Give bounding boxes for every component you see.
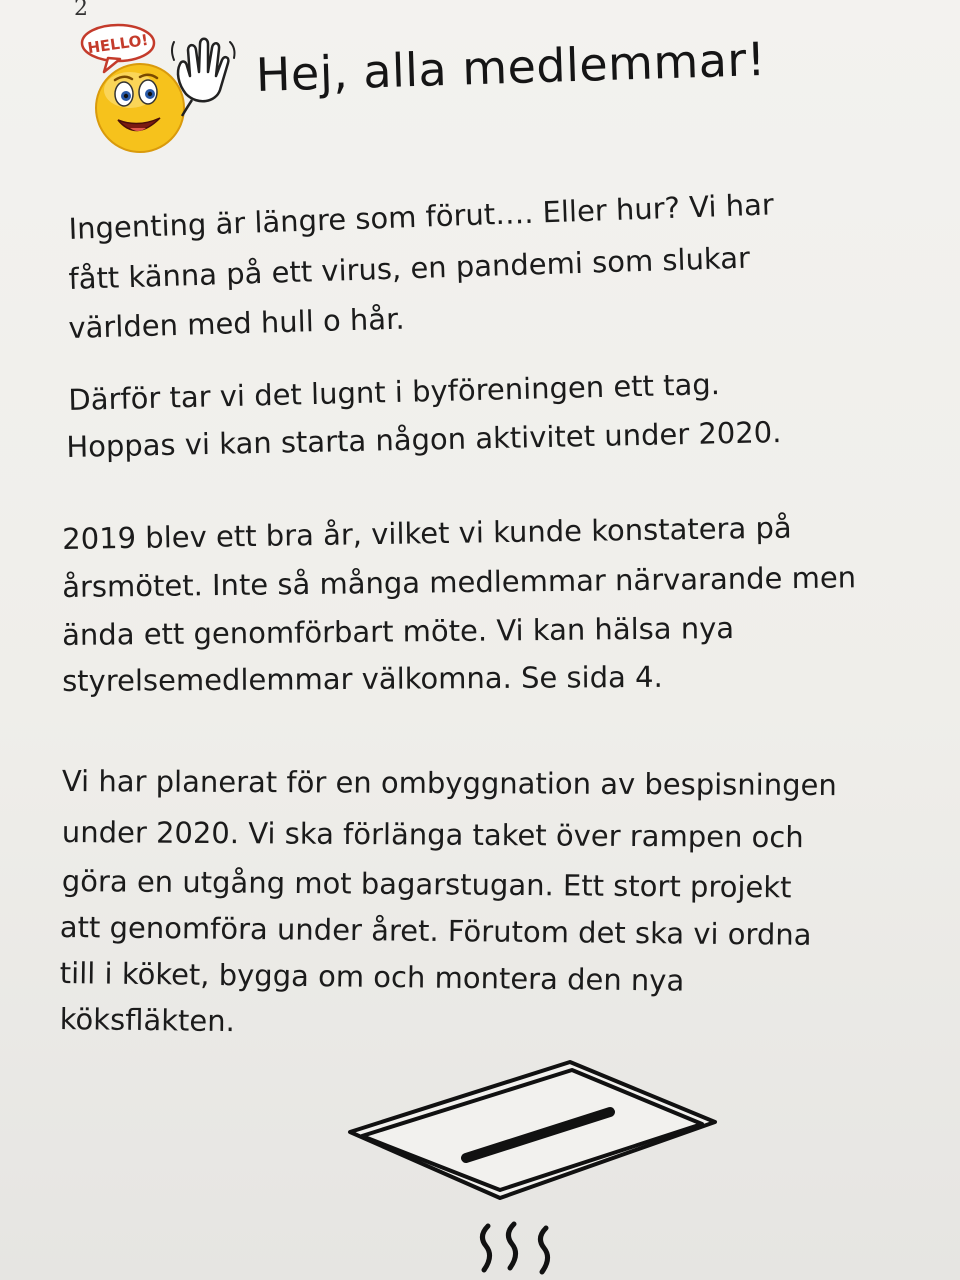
paragraph-1-line-2: fått känna på ett virus, en pandemi som slukar [68, 240, 751, 296]
paragraph-3-line-3: ända ett genomförbart möte. Vi kan hälsa nya [62, 610, 735, 652]
paragraph-4-line-4: att genomföra under året. Förutom det ska vi ordna [59, 910, 812, 952]
paragraph-1-line-3: världen med hull o hår. [68, 301, 405, 345]
hello-bubble-text: HELLO! [86, 30, 150, 58]
paragraph-4-line-1: Vi har planerat för en ombyggnation av bespisningen [61, 764, 837, 803]
paragraph-3-line-1: 2019 blev ett bra år, vilket vi kunde konstatera på [62, 510, 792, 556]
paragraph-4-line-2: under 2020. Vi ska förlänga taket över rampen och [61, 815, 804, 855]
paragraph-4-line-3: göra en utgång mot bagarstugan. Ett stort projekt [61, 864, 792, 905]
smiley-waving-icon [78, 20, 238, 155]
paragraph-2-line-2: Hoppas vi kan starta någon aktivitet under 2020. [66, 415, 782, 464]
smiley-face [96, 64, 184, 152]
steam-icon [470, 1220, 570, 1280]
paragraph-4-line-6: köksfläkten. [59, 1002, 236, 1039]
page-title: Hej, alla medlemmar! [255, 31, 767, 102]
paragraph-3-line-2: årsmötet. Inte så många medlemmar närvarande men [62, 560, 857, 604]
paragraph-4-line-5: till i köket, bygga om och montera den nya [59, 956, 685, 998]
kitchen-fan-icon [340, 1050, 730, 1200]
paragraph-1-line-1: Ingenting är längre som förut…. Eller hur? Vi har [68, 187, 775, 246]
paragraph-2-line-1: Därför tar vi det lugnt i byföreningen ett tag. [68, 367, 721, 417]
paragraph-3-line-4: styrelsemedlemmar välkomna. Se sida 4. [62, 659, 663, 698]
page-number: 2 [74, 0, 88, 21]
